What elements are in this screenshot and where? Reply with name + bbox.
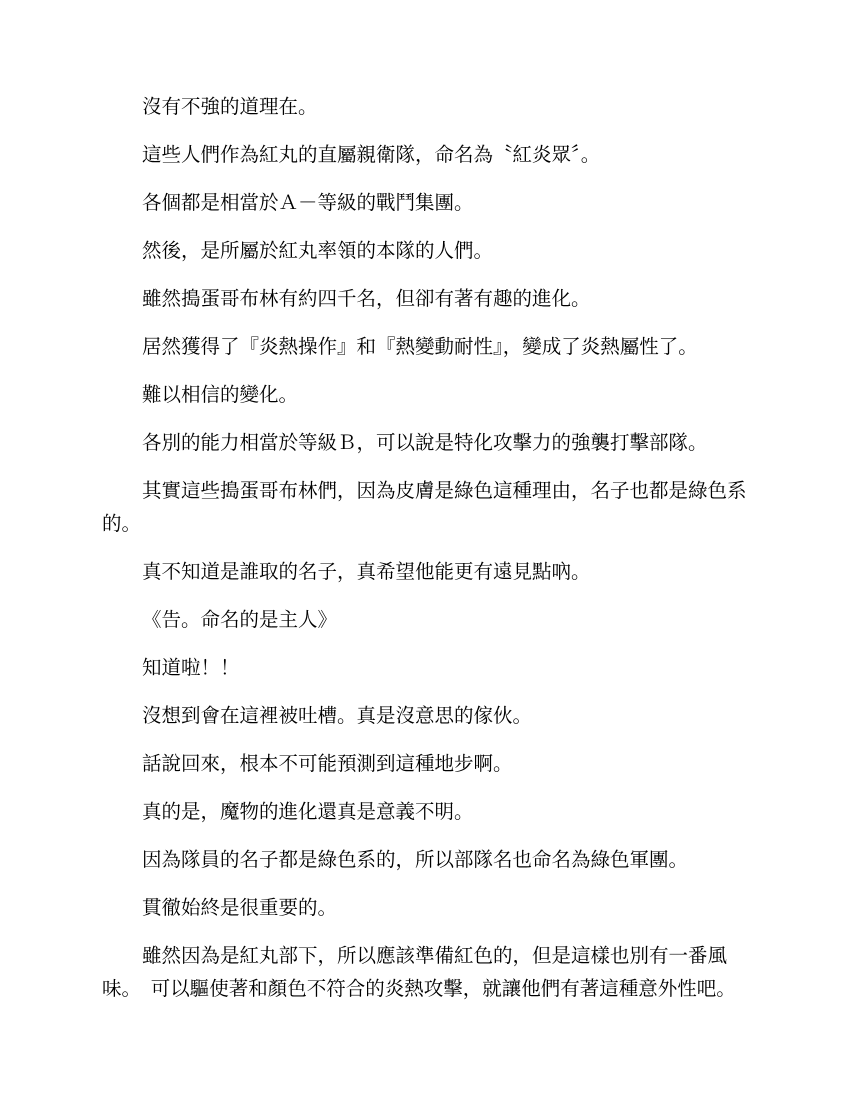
paragraph-1: 沒有不強的道理在。 [142, 95, 318, 118]
paragraph-9: 其實這些搗蛋哥布林們，因為皮膚是綠色這種理由，名子也都是綠色系的。 [102, 479, 747, 535]
paragraph-13: 沒想到會在這裡被吐槽。真是沒意思的傢伙。 [142, 704, 533, 727]
paragraph-15: 真的是，魔物的進化還真是意義不明。 [142, 800, 474, 823]
paragraph-3: 各個都是相當於Ａ－等級的戰鬥集團。 [142, 191, 474, 214]
paragraph-12: 知道啦！！ [142, 656, 240, 679]
paragraph-10: 真不知道是誰取的名子，真希望他能更有遠見點吶。 [142, 560, 591, 583]
paragraph-16: 因為隊員的名子都是綠色系的，所以部隊名也命名為綠色軍團。 [142, 848, 689, 871]
paragraph-2: 這些人們作為紅丸的直屬親衛隊，命名為〝紅炎眾〞。 [142, 143, 601, 166]
paragraph-14: 話說回來，根本不可能預測到這種地步啊。 [142, 752, 513, 775]
paragraph-4: 然後，是所屬於紅丸率領的本隊的人們。 [142, 239, 494, 262]
paragraph-7: 難以相信的變化。 [142, 383, 299, 406]
paragraph-5: 雖然搗蛋哥布林有約四千名，但卻有著有趣的進化。 [142, 287, 591, 310]
paragraph-17: 貫徹始終是很重要的。 [142, 896, 338, 919]
paragraph-18: 雖然因為是紅丸部下，所以應該準備紅色的，但是這樣也別有一番風味。 可以驅使著和顏色不符合的炎熱攻擊，就讓他們有著這種意外性吧。 [102, 944, 736, 1000]
paragraph-6: 居然獲得了『炎熱操作』和『熱變動耐性』，變成了炎熱屬性了。 [142, 335, 698, 358]
paragraph-11: 《告。命名的是主人》 [142, 608, 338, 631]
paragraph-8: 各別的能力相當於等級Ｂ，可以說是特化攻擊力的強襲打擊部隊。 [142, 431, 708, 454]
